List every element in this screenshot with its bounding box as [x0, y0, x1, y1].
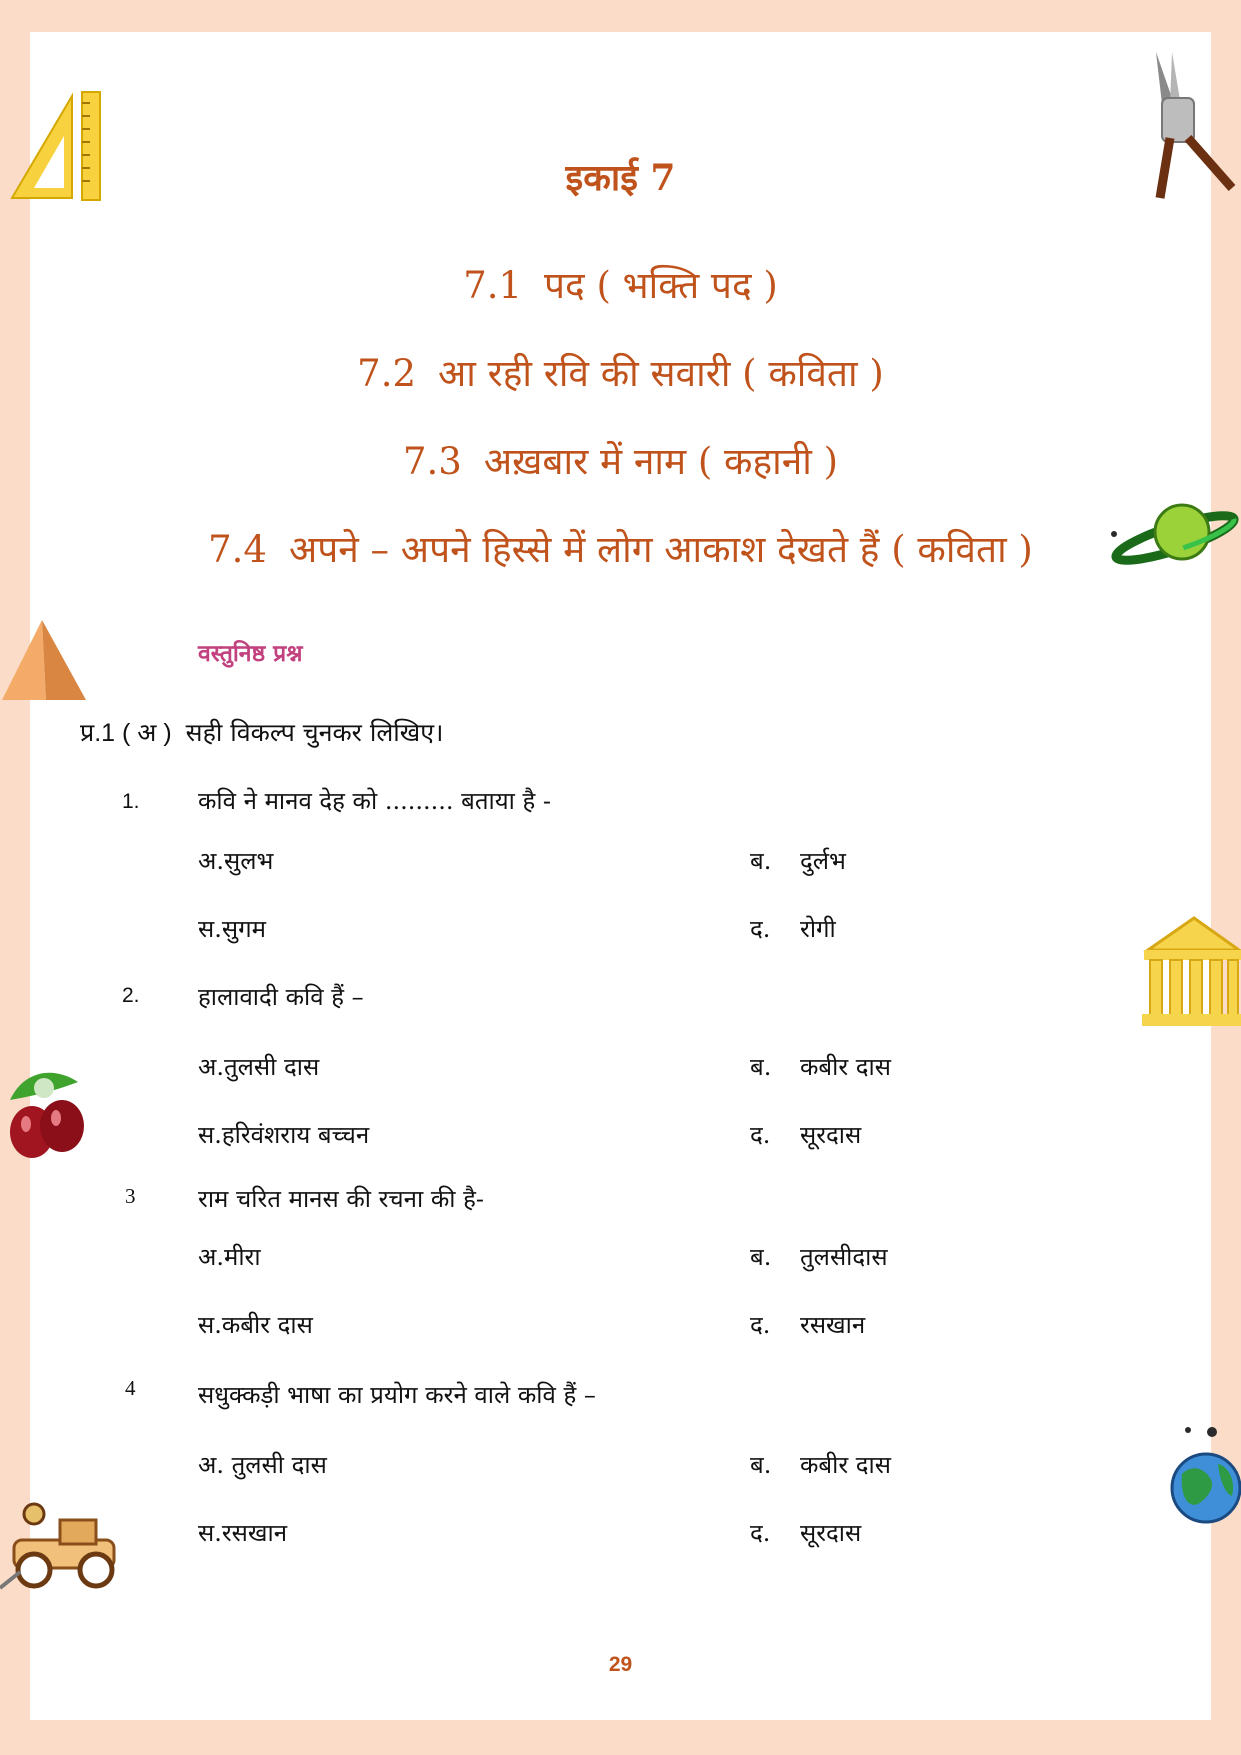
temple-columns-icon [1140, 914, 1241, 1030]
lesson-heading-2 [0, 346, 1241, 397]
option-label: द. [750, 915, 771, 943]
lesson-heading-4 [0, 522, 1241, 573]
question-number: 4 [125, 1376, 136, 1400]
option-label: द. [750, 1311, 771, 1339]
lesson-title: पद ( भक्ति पद ) [544, 264, 778, 307]
lesson-number: 7.4 [208, 528, 267, 571]
option-text: सूरदास [800, 1121, 862, 1149]
question-number: 1. [122, 790, 140, 813]
question-text: सधुक्कड़ी भाषा का प्रयोग करने वाले कवि हैं – [198, 1381, 596, 1409]
question-instruction: सही विकल्प चुनकर लिखिए। [185, 718, 444, 747]
option-text: तुलसीदास [800, 1243, 888, 1271]
lesson-number: 7.3 [402, 440, 462, 483]
option-d [750, 1516, 861, 1549]
option-c: स.रसखान [198, 1519, 288, 1547]
lesson-title: आ रही रवि की सवारी ( कविता ) [438, 352, 884, 395]
vintage-car-icon [0, 1500, 128, 1592]
option-b [750, 1050, 891, 1083]
option-label: द. [750, 1121, 771, 1149]
option-label: ब. [750, 847, 772, 875]
globe-icon [1168, 1424, 1241, 1529]
question-label: प्र.1 ( अ ) [80, 719, 172, 747]
option-a: अ.मीरा [198, 1243, 261, 1271]
lesson-number: 7.1 [463, 264, 523, 307]
lesson-number: 7.2 [357, 352, 417, 395]
fruit-icon [4, 1060, 90, 1165]
question-text: हालावादी कवि हैं – [198, 983, 364, 1011]
section-heading: वस्तुनिष्ठ प्रश्न [198, 640, 303, 667]
option-c: स.हरिवंशराय बच्चन [198, 1121, 370, 1149]
option-a: अ.सुलभ [198, 847, 274, 875]
lesson-heading-1 [0, 258, 1241, 309]
option-b [750, 1240, 888, 1273]
option-label: ब. [750, 1451, 772, 1479]
option-b [750, 1448, 891, 1481]
lesson-title: अपने – अपने हिस्से में लोग आकाश देखते हैं ( कविता ) [288, 528, 1033, 571]
option-text: रसखान [800, 1311, 866, 1339]
option-b [750, 844, 846, 877]
question-text: राम चरित मानस की रचना की है- [198, 1185, 484, 1213]
option-text: रोगी [800, 915, 836, 943]
option-label: ब. [750, 1053, 772, 1081]
option-text: कबीर दास [800, 1053, 891, 1081]
option-d [750, 1308, 865, 1341]
option-a: अ.तुलसी दास [198, 1053, 320, 1081]
lesson-heading-3 [0, 434, 1241, 485]
option-text: दुर्लभ [800, 847, 846, 875]
option-label: द. [750, 1519, 771, 1547]
question-text: कवि ने मानव देह को ......... बताया है - [198, 787, 551, 815]
pyramid-icon [0, 618, 88, 703]
option-c: स.कबीर दास [198, 1311, 313, 1339]
option-text: सूरदास [800, 1519, 862, 1547]
question-number: 2. [122, 984, 140, 1007]
question-header [80, 715, 444, 749]
option-a: अ. तुलसी दास [198, 1451, 327, 1479]
page-number: 29 [608, 1653, 633, 1676]
option-c: स.सुगम [198, 915, 266, 943]
option-d [750, 1118, 861, 1151]
unit-title: इकाई 7 [565, 157, 676, 199]
question-number: 3 [125, 1184, 136, 1208]
option-label: ब. [750, 1243, 772, 1271]
lesson-title: अख़बार में नाम ( कहानी ) [483, 440, 839, 483]
option-text: कबीर दास [800, 1451, 891, 1479]
option-d [750, 912, 836, 945]
